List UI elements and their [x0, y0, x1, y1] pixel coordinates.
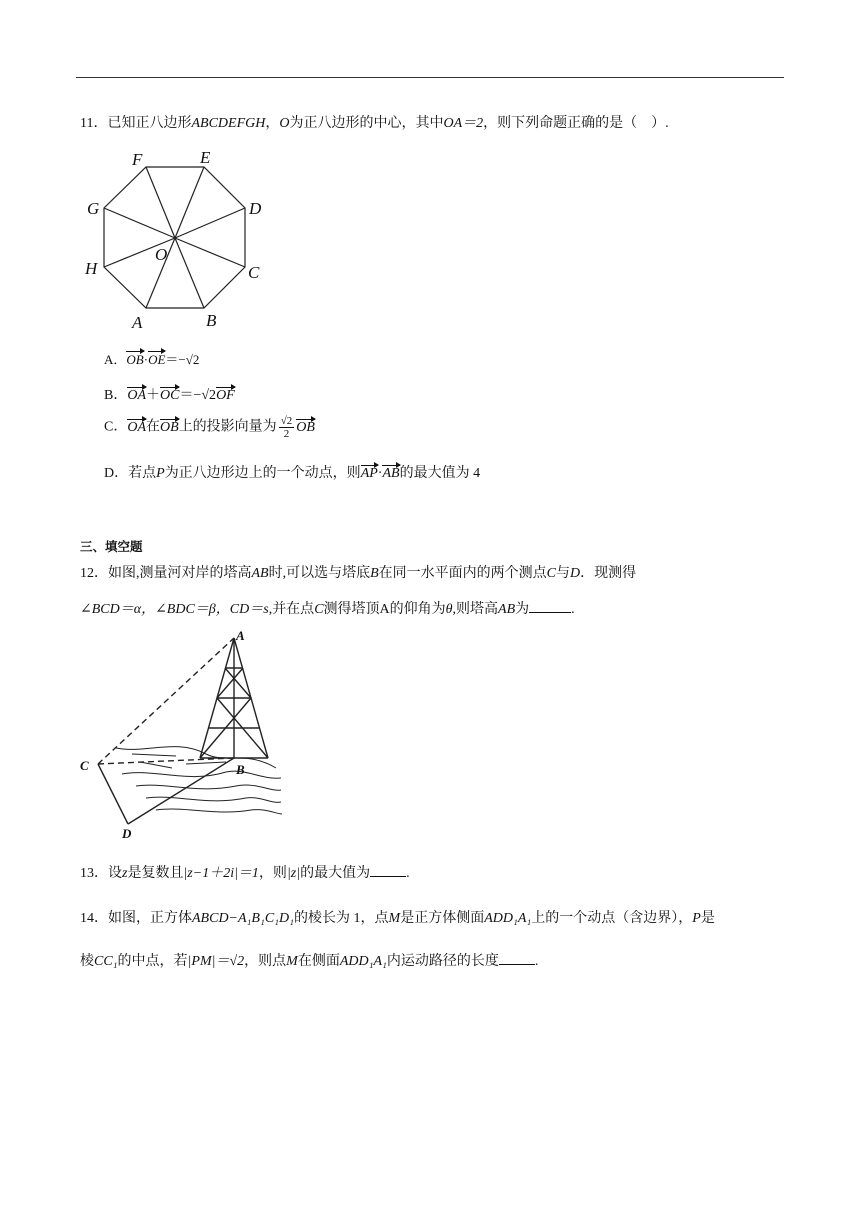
q13-line: 13．设z是复数且|z−1＋2i|＝1，则|z|的最大值为 .	[80, 866, 410, 881]
label-E: E	[200, 148, 211, 167]
answer-blank[interactable]	[370, 864, 406, 877]
tower-label-C: C	[80, 758, 89, 773]
label-F: F	[132, 150, 143, 169]
q14-line1: 14．如图，正方体ABCD−A₁B₁C₁D₁的棱长为 1，点M是正方体侧面ADD₁A₁上的一个动点（含边界），P是	[80, 911, 715, 926]
q12-line2: ∠BCD＝α，∠BDC＝β，CD＝s,并在点C测得塔顶A的仰角为θ,则塔高AB为 .	[80, 602, 575, 617]
label-D: D	[249, 199, 262, 218]
tower-label-B: B	[236, 762, 245, 777]
tower-label-A: A	[236, 628, 245, 643]
section-title: 三、填空题	[80, 539, 143, 554]
label-B: B	[206, 311, 217, 330]
label-G: G	[87, 199, 100, 218]
q11-option-c: C．OA在OB上的投影向量为 $\frac{√2}{2}$ OB	[104, 415, 315, 440]
octagon-figure	[80, 146, 270, 336]
tower-label-D: D	[122, 826, 132, 841]
q11-option-b: B．OA＋OC＝−√2OF	[104, 388, 235, 403]
label-O: O	[155, 245, 168, 264]
header-rule	[76, 77, 784, 78]
q11-option-a: A．OB·OE＝−√2	[104, 352, 200, 367]
q11-stem: 11．已知正八边形ABCDEFGH，O为正八边形的中心，其中OA＝2，则下列命题正确的是（ ）.	[80, 116, 669, 131]
label-C: C	[248, 263, 260, 282]
tower-figure	[76, 628, 286, 842]
q14-line2: 棱CC₁的中点，若|PM|＝√2，则点M在侧面ADD₁A₁内运动路径的长度 .	[80, 954, 539, 969]
label-H: H	[85, 259, 98, 278]
q11-option-d: D．若点P为正八边形边上的一个动点，则AP·AB的最大值为 4	[104, 466, 481, 481]
label-A: A	[132, 313, 143, 332]
answer-blank[interactable]	[529, 600, 571, 613]
fraction: $\frac{√2}{2}$	[280, 415, 293, 440]
q12-line1: 12．如图,测量河对岸的塔高AB时,可以选与塔底B在同一水平面内的两个测点C与D．现测得	[80, 566, 637, 581]
answer-blank[interactable]	[499, 952, 535, 965]
